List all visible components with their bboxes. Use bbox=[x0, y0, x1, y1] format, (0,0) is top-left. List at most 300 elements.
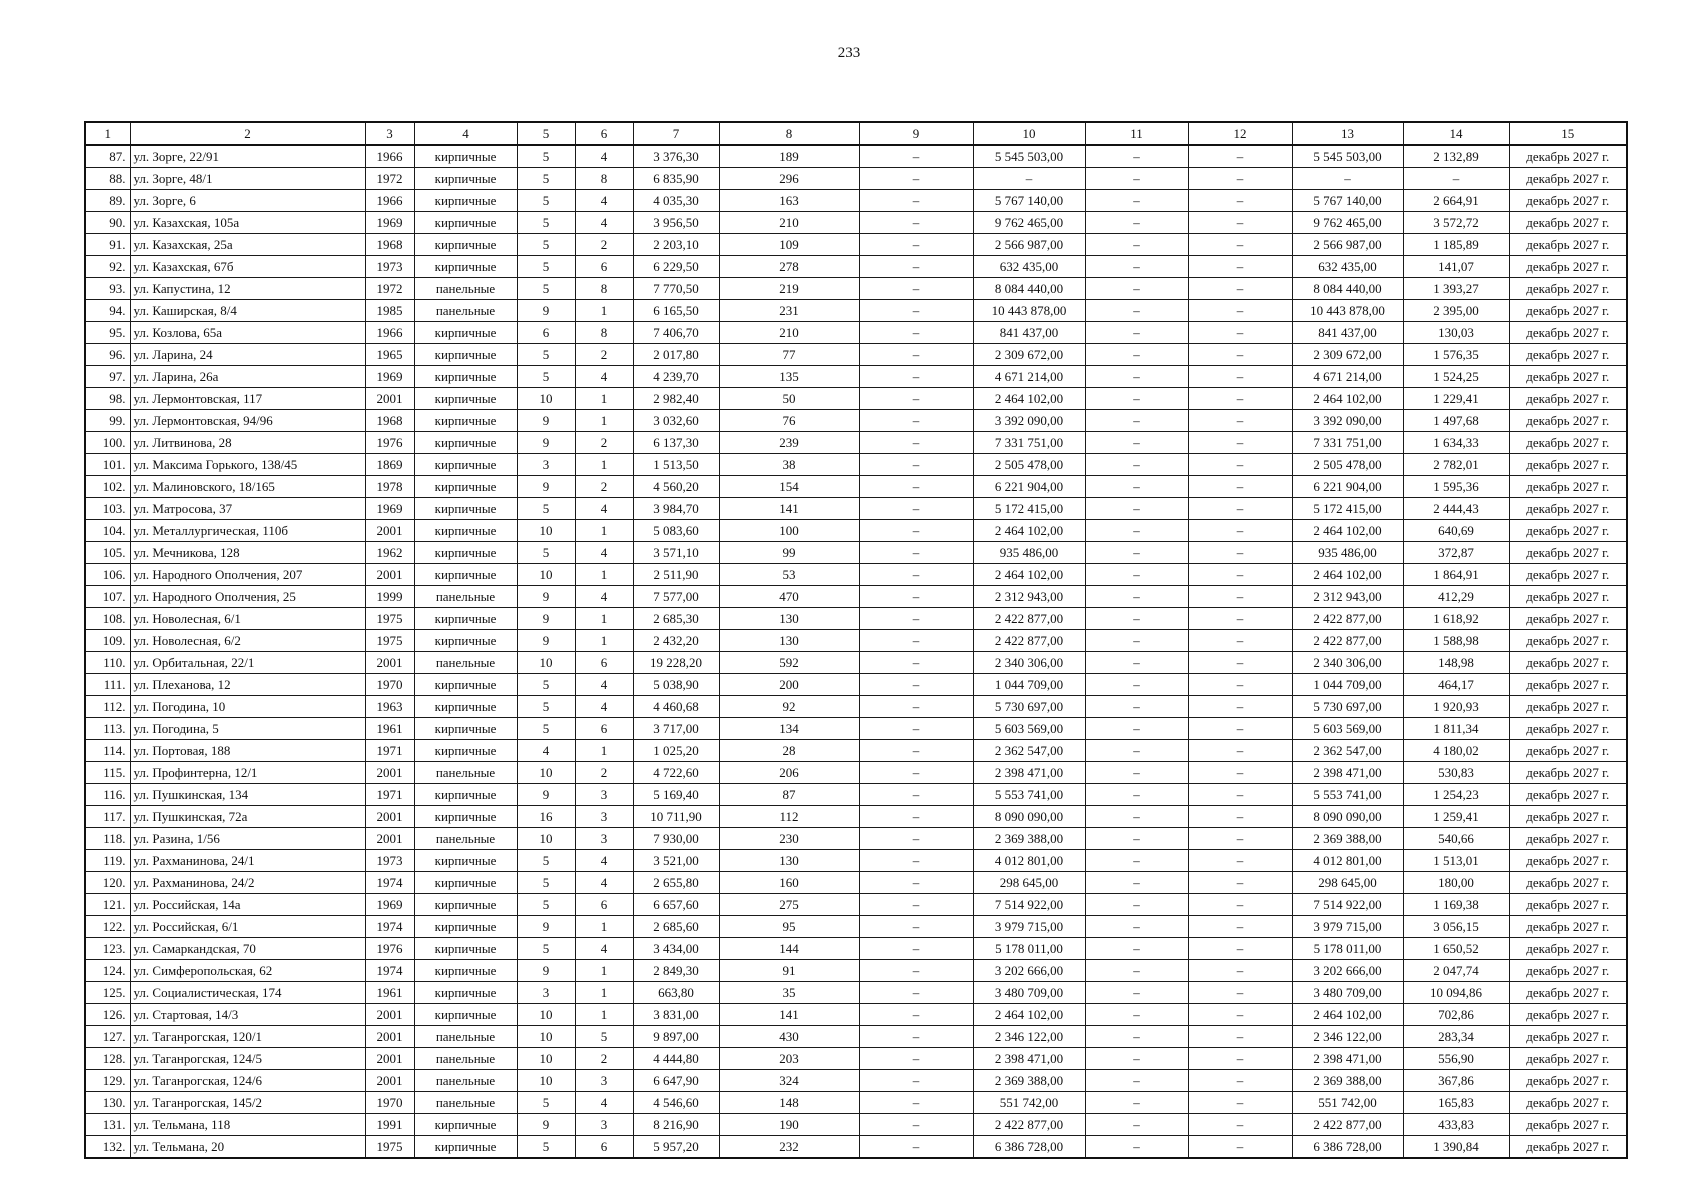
table-cell: 8 090 090,00 bbox=[973, 806, 1085, 828]
table-cell: 1 025,20 bbox=[633, 740, 719, 762]
table-cell: 2 203,10 bbox=[633, 234, 719, 256]
table-cell: 3 202 666,00 bbox=[973, 960, 1085, 982]
table-cell: 9 bbox=[517, 476, 575, 498]
table-cell: 2 395,00 bbox=[1403, 300, 1509, 322]
table-cell: 283,34 bbox=[1403, 1026, 1509, 1048]
table-cell: 4 bbox=[575, 212, 633, 234]
table-row bbox=[85, 630, 1627, 652]
table-cell: 632 435,00 bbox=[1292, 256, 1403, 278]
table-row bbox=[85, 498, 1627, 520]
table-cell: 99. bbox=[85, 410, 130, 432]
table-cell: – bbox=[1085, 1136, 1188, 1159]
table-cell: 3 571,10 bbox=[633, 542, 719, 564]
table-cell: – bbox=[1085, 300, 1188, 322]
table-cell: 470 bbox=[719, 586, 859, 608]
table-cell: 5 bbox=[517, 542, 575, 564]
table-cell: 3 984,70 bbox=[633, 498, 719, 520]
column-header: 7 bbox=[633, 122, 719, 145]
table-cell: 118. bbox=[85, 828, 130, 850]
table-row bbox=[85, 1026, 1627, 1048]
table-cell: 6 647,90 bbox=[633, 1070, 719, 1092]
table-cell: кирпичные bbox=[414, 498, 517, 520]
table-cell: 126. bbox=[85, 1004, 130, 1026]
table-cell: ул. Пушкинская, 134 bbox=[130, 784, 365, 806]
table-cell: 127. bbox=[85, 1026, 130, 1048]
table-cell: 10 bbox=[517, 520, 575, 542]
table-cell: – bbox=[1085, 1004, 1188, 1026]
table-cell: 134 bbox=[719, 718, 859, 740]
table-cell: 4 bbox=[575, 674, 633, 696]
table-cell: 6 229,50 bbox=[633, 256, 719, 278]
table-cell: 131. bbox=[85, 1114, 130, 1136]
table-cell: 9 bbox=[517, 916, 575, 938]
table-cell: 841 437,00 bbox=[1292, 322, 1403, 344]
table-cell: 1869 bbox=[365, 454, 414, 476]
table-cell: 1 576,35 bbox=[1403, 344, 1509, 366]
table-cell: 2 464 102,00 bbox=[973, 1004, 1085, 1026]
table-cell: 1 254,23 bbox=[1403, 784, 1509, 806]
column-header: 11 bbox=[1085, 122, 1188, 145]
table-cell: 2 bbox=[575, 432, 633, 454]
table-cell: 9 bbox=[517, 630, 575, 652]
table-cell: 4 444,80 bbox=[633, 1048, 719, 1070]
table-cell: кирпичные bbox=[414, 630, 517, 652]
table-cell: 2 464 102,00 bbox=[1292, 564, 1403, 586]
table-cell: 6 165,50 bbox=[633, 300, 719, 322]
header-row bbox=[85, 122, 1627, 145]
table-cell: 7 577,00 bbox=[633, 586, 719, 608]
table-cell: – bbox=[1188, 960, 1292, 982]
table-cell: 2001 bbox=[365, 564, 414, 586]
table-cell: 632 435,00 bbox=[973, 256, 1085, 278]
table-cell: 4 bbox=[575, 145, 633, 168]
table-row bbox=[85, 278, 1627, 300]
table-cell: 3 831,00 bbox=[633, 1004, 719, 1026]
table-cell: – bbox=[1188, 872, 1292, 894]
table-row bbox=[85, 762, 1627, 784]
table-cell: 109. bbox=[85, 630, 130, 652]
table-cell: – bbox=[1188, 278, 1292, 300]
table-cell: 2 bbox=[575, 762, 633, 784]
table-row bbox=[85, 872, 1627, 894]
table-cell: ул. Максима Горького, 138/45 bbox=[130, 454, 365, 476]
table-cell: 5 bbox=[517, 168, 575, 190]
table-cell: 1 390,84 bbox=[1403, 1136, 1509, 1159]
table-cell: – bbox=[1085, 718, 1188, 740]
table-cell: кирпичные bbox=[414, 740, 517, 762]
table-cell: кирпичные bbox=[414, 718, 517, 740]
table-cell: – bbox=[859, 674, 973, 696]
table-cell: 5 178 011,00 bbox=[1292, 938, 1403, 960]
table-cell: декабрь 2027 г. bbox=[1509, 630, 1627, 652]
table-cell: кирпичные bbox=[414, 322, 517, 344]
table-cell: 2001 bbox=[365, 1070, 414, 1092]
table-cell: – bbox=[1085, 762, 1188, 784]
table-cell: 5 038,90 bbox=[633, 674, 719, 696]
table-cell: – bbox=[1188, 498, 1292, 520]
table-cell: декабрь 2027 г. bbox=[1509, 476, 1627, 498]
table-cell: 2 505 478,00 bbox=[1292, 454, 1403, 476]
table-cell: 5 178 011,00 bbox=[973, 938, 1085, 960]
table-cell: – bbox=[1085, 960, 1188, 982]
table-row bbox=[85, 388, 1627, 410]
table-cell: 8 216,90 bbox=[633, 1114, 719, 1136]
table-cell: 160 bbox=[719, 872, 859, 894]
table-cell: 5 bbox=[517, 1136, 575, 1159]
table-cell: 841 437,00 bbox=[973, 322, 1085, 344]
table-cell: – bbox=[1188, 388, 1292, 410]
table-cell: кирпичные bbox=[414, 344, 517, 366]
table-row bbox=[85, 432, 1627, 454]
table-cell: 130 bbox=[719, 630, 859, 652]
table-cell: 9 bbox=[517, 608, 575, 630]
table-cell: декабрь 2027 г. bbox=[1509, 168, 1627, 190]
table-cell: 4 bbox=[575, 872, 633, 894]
table-cell: 89. bbox=[85, 190, 130, 212]
table-cell: кирпичные bbox=[414, 938, 517, 960]
table-cell: 1 044 709,00 bbox=[1292, 674, 1403, 696]
table-cell: декабрь 2027 г. bbox=[1509, 1092, 1627, 1114]
table-cell: 4 bbox=[575, 1092, 633, 1114]
table-cell: 2 505 478,00 bbox=[973, 454, 1085, 476]
table-cell: 10 bbox=[517, 564, 575, 586]
table-cell: декабрь 2027 г. bbox=[1509, 850, 1627, 872]
table-cell: 5 bbox=[517, 850, 575, 872]
table-row bbox=[85, 960, 1627, 982]
table-cell: 6 137,30 bbox=[633, 432, 719, 454]
table-cell: 1 bbox=[575, 740, 633, 762]
table-cell: панельные bbox=[414, 1026, 517, 1048]
table-cell: 87. bbox=[85, 145, 130, 168]
table-cell: – bbox=[1085, 256, 1188, 278]
table-row bbox=[85, 586, 1627, 608]
table-cell: – bbox=[859, 256, 973, 278]
table-cell: – bbox=[859, 652, 973, 674]
table-cell: 110. bbox=[85, 652, 130, 674]
table-cell: – bbox=[1188, 542, 1292, 564]
table-cell: 2 369 388,00 bbox=[973, 1070, 1085, 1092]
table-cell: 9 bbox=[517, 432, 575, 454]
table-cell: 278 bbox=[719, 256, 859, 278]
table-cell: 5 bbox=[517, 366, 575, 388]
table-cell: декабрь 2027 г. bbox=[1509, 718, 1627, 740]
table-cell: 3 979 715,00 bbox=[1292, 916, 1403, 938]
table-cell: 94. bbox=[85, 300, 130, 322]
table-cell: декабрь 2027 г. bbox=[1509, 410, 1627, 432]
table-cell: 1 bbox=[575, 410, 633, 432]
table-cell: панельные bbox=[414, 828, 517, 850]
table-cell: 6 bbox=[575, 894, 633, 916]
table-cell: – bbox=[1188, 300, 1292, 322]
table-cell: – bbox=[859, 828, 973, 850]
table-cell: – bbox=[1085, 278, 1188, 300]
table-cell: кирпичные bbox=[414, 366, 517, 388]
table-cell: – bbox=[859, 278, 973, 300]
table-cell: 3 bbox=[575, 828, 633, 850]
table-cell: – bbox=[859, 1114, 973, 1136]
table-cell: 5 bbox=[517, 212, 575, 234]
table-row bbox=[85, 1114, 1627, 1136]
table-cell: – bbox=[859, 476, 973, 498]
table-cell: 35 bbox=[719, 982, 859, 1004]
table-cell: декабрь 2027 г. bbox=[1509, 212, 1627, 234]
table-cell: 103. bbox=[85, 498, 130, 520]
table-cell: – bbox=[1085, 806, 1188, 828]
table-row bbox=[85, 564, 1627, 586]
table-cell: 1969 bbox=[365, 498, 414, 520]
table-cell: ул. Ларина, 26а bbox=[130, 366, 365, 388]
table-cell: – bbox=[859, 344, 973, 366]
table-cell: – bbox=[1085, 850, 1188, 872]
table-cell: 1 bbox=[575, 1004, 633, 1026]
table-cell: ул. Симферопольская, 62 bbox=[130, 960, 365, 982]
table-cell: кирпичные bbox=[414, 520, 517, 542]
table-cell: 206 bbox=[719, 762, 859, 784]
table-cell: 1961 bbox=[365, 718, 414, 740]
table-cell: 2 511,90 bbox=[633, 564, 719, 586]
table-cell: 1 497,68 bbox=[1403, 410, 1509, 432]
table-cell: декабрь 2027 г. bbox=[1509, 1136, 1627, 1159]
table-cell: – bbox=[859, 784, 973, 806]
table-cell: – bbox=[1188, 784, 1292, 806]
table-cell: декабрь 2027 г. bbox=[1509, 190, 1627, 212]
table-cell: панельные bbox=[414, 762, 517, 784]
table-cell: 1 bbox=[575, 608, 633, 630]
table-cell: – bbox=[1085, 168, 1188, 190]
table-cell: 10 bbox=[517, 828, 575, 850]
table-cell: 180,00 bbox=[1403, 872, 1509, 894]
table-cell: 99 bbox=[719, 542, 859, 564]
table-cell: декабрь 2027 г. bbox=[1509, 498, 1627, 520]
table-cell: – bbox=[1188, 718, 1292, 740]
table-cell: 123. bbox=[85, 938, 130, 960]
table-cell: 3 376,30 bbox=[633, 145, 719, 168]
table-row bbox=[85, 784, 1627, 806]
table-cell: кирпичные bbox=[414, 168, 517, 190]
table-cell: 132. bbox=[85, 1136, 130, 1159]
table-cell: 1972 bbox=[365, 278, 414, 300]
table-cell: – bbox=[1188, 322, 1292, 344]
table-cell: 6 bbox=[575, 718, 633, 740]
table-cell: 1985 bbox=[365, 300, 414, 322]
table-cell: – bbox=[859, 388, 973, 410]
table-cell: 2 422 877,00 bbox=[973, 630, 1085, 652]
table-cell: – bbox=[1085, 322, 1188, 344]
table-cell: 2 422 877,00 bbox=[1292, 608, 1403, 630]
table-cell: 4 035,30 bbox=[633, 190, 719, 212]
table-cell: 130 bbox=[719, 608, 859, 630]
table-cell: ул. Плеханова, 12 bbox=[130, 674, 365, 696]
table-cell: 2 664,91 bbox=[1403, 190, 1509, 212]
table-cell: 100 bbox=[719, 520, 859, 542]
column-header: 9 bbox=[859, 122, 973, 145]
column-header: 13 bbox=[1292, 122, 1403, 145]
table-cell: 275 bbox=[719, 894, 859, 916]
table-row bbox=[85, 740, 1627, 762]
table-cell: декабрь 2027 г. bbox=[1509, 1026, 1627, 1048]
table-cell: – bbox=[1085, 410, 1188, 432]
table-cell: 114. bbox=[85, 740, 130, 762]
table-cell: – bbox=[1085, 784, 1188, 806]
table-cell: 3 480 709,00 bbox=[973, 982, 1085, 1004]
table-cell: – bbox=[1188, 168, 1292, 190]
table-cell: 1 393,27 bbox=[1403, 278, 1509, 300]
table-cell: ул. Литвинова, 28 bbox=[130, 432, 365, 454]
table-cell: 3 480 709,00 bbox=[1292, 982, 1403, 1004]
table-cell: 19 228,20 bbox=[633, 652, 719, 674]
table-cell: 109 bbox=[719, 234, 859, 256]
table-cell: – bbox=[1085, 630, 1188, 652]
table-cell: 1968 bbox=[365, 234, 414, 256]
table-cell: – bbox=[1188, 190, 1292, 212]
table-cell: кирпичные bbox=[414, 145, 517, 168]
table-cell: 324 bbox=[719, 1070, 859, 1092]
table-cell: 1968 bbox=[365, 410, 414, 432]
table-cell: декабрь 2027 г. bbox=[1509, 145, 1627, 168]
table-cell: 2 bbox=[575, 344, 633, 366]
table-cell: 2 685,30 bbox=[633, 608, 719, 630]
table-cell: 117. bbox=[85, 806, 130, 828]
table-cell: – bbox=[1188, 454, 1292, 476]
table-cell: 1966 bbox=[365, 322, 414, 344]
table-cell: 116. bbox=[85, 784, 130, 806]
table-cell: 112 bbox=[719, 806, 859, 828]
table-cell: – bbox=[859, 145, 973, 168]
table-cell: 2 340 306,00 bbox=[1292, 652, 1403, 674]
table-cell: ул. Таганрогская, 145/2 bbox=[130, 1092, 365, 1114]
table-cell: – bbox=[1085, 388, 1188, 410]
table-cell: – bbox=[1085, 145, 1188, 168]
table-cell: 148,98 bbox=[1403, 652, 1509, 674]
table-cell: 5 bbox=[517, 145, 575, 168]
table-cell: – bbox=[1085, 608, 1188, 630]
table-cell: ул. Каширская, 8/4 bbox=[130, 300, 365, 322]
table-row bbox=[85, 322, 1627, 344]
table-cell: 93. bbox=[85, 278, 130, 300]
table-cell: 163 bbox=[719, 190, 859, 212]
table-cell: ул. Тельмана, 20 bbox=[130, 1136, 365, 1159]
table-cell: – bbox=[859, 1136, 973, 1159]
table-cell: ул. Самаркандская, 70 bbox=[130, 938, 365, 960]
table-cell: декабрь 2027 г. bbox=[1509, 564, 1627, 586]
table-cell: 2001 bbox=[365, 652, 414, 674]
table-cell: декабрь 2027 г. bbox=[1509, 234, 1627, 256]
table-cell: ул. Орбитальная, 22/1 bbox=[130, 652, 365, 674]
table-row bbox=[85, 1136, 1627, 1159]
table-cell: 148 bbox=[719, 1092, 859, 1114]
table-cell: – bbox=[859, 366, 973, 388]
table-cell: 372,87 bbox=[1403, 542, 1509, 564]
table-cell: декабрь 2027 г. bbox=[1509, 1114, 1627, 1136]
table-cell: 640,69 bbox=[1403, 520, 1509, 542]
table-cell: – bbox=[859, 718, 973, 740]
table-cell: 120. bbox=[85, 872, 130, 894]
table-cell: 5 603 569,00 bbox=[1292, 718, 1403, 740]
table-cell: декабрь 2027 г. bbox=[1509, 366, 1627, 388]
column-header: 12 bbox=[1188, 122, 1292, 145]
table-cell: 2 369 388,00 bbox=[1292, 828, 1403, 850]
column-header: 15 bbox=[1509, 122, 1627, 145]
table-cell: декабрь 2027 г. bbox=[1509, 784, 1627, 806]
table-cell: – bbox=[1085, 674, 1188, 696]
table-cell: кирпичные bbox=[414, 608, 517, 630]
table-cell: – bbox=[1085, 982, 1188, 1004]
table-cell: – bbox=[1085, 740, 1188, 762]
table-cell: 1966 bbox=[365, 145, 414, 168]
table-cell: – bbox=[1188, 850, 1292, 872]
table-cell: 530,83 bbox=[1403, 762, 1509, 784]
table-cell: 2 047,74 bbox=[1403, 960, 1509, 982]
table-cell: – bbox=[859, 960, 973, 982]
table-cell: ул. Ларина, 24 bbox=[130, 344, 365, 366]
table-cell: 2001 bbox=[365, 1048, 414, 1070]
table-cell: – bbox=[1085, 1092, 1188, 1114]
table-cell: 165,83 bbox=[1403, 1092, 1509, 1114]
table-cell: кирпичные bbox=[414, 872, 517, 894]
table-cell: 551 742,00 bbox=[973, 1092, 1085, 1114]
table-cell: 1970 bbox=[365, 1092, 414, 1114]
table-cell: – bbox=[859, 1026, 973, 1048]
table-cell: 9 bbox=[517, 300, 575, 322]
table-cell: 3 202 666,00 bbox=[1292, 960, 1403, 982]
table-cell: 1973 bbox=[365, 850, 414, 872]
table-row bbox=[85, 454, 1627, 476]
table-cell: 9 762 465,00 bbox=[1292, 212, 1403, 234]
table-cell: 1 bbox=[575, 520, 633, 542]
table-cell: 1991 bbox=[365, 1114, 414, 1136]
table-cell: ул. Стартовая, 14/3 bbox=[130, 1004, 365, 1026]
table-cell: 2 369 388,00 bbox=[1292, 1070, 1403, 1092]
table-cell: – bbox=[859, 586, 973, 608]
table-cell: 3 392 090,00 bbox=[973, 410, 1085, 432]
housing-registry-table bbox=[84, 121, 1628, 1159]
table-row bbox=[85, 718, 1627, 740]
table-cell: 2 464 102,00 bbox=[1292, 520, 1403, 542]
table-cell: – bbox=[1188, 586, 1292, 608]
table-cell: 1 524,25 bbox=[1403, 366, 1509, 388]
table-cell: 76 bbox=[719, 410, 859, 432]
table-cell: 4 180,02 bbox=[1403, 740, 1509, 762]
table-cell: 4 671 214,00 bbox=[1292, 366, 1403, 388]
table-cell: 5 bbox=[575, 1026, 633, 1048]
table-body bbox=[85, 145, 1627, 1158]
table-cell: 1 650,52 bbox=[1403, 938, 1509, 960]
table-cell: 1 185,89 bbox=[1403, 234, 1509, 256]
table-cell: 2 464 102,00 bbox=[973, 388, 1085, 410]
table-cell: 2 464 102,00 bbox=[973, 564, 1085, 586]
table-cell: 3 956,50 bbox=[633, 212, 719, 234]
table-cell: 1974 bbox=[365, 916, 414, 938]
table-cell: 232 bbox=[719, 1136, 859, 1159]
table-cell: 2 362 547,00 bbox=[1292, 740, 1403, 762]
column-header: 5 bbox=[517, 122, 575, 145]
table-cell: 122. bbox=[85, 916, 130, 938]
table-cell: – bbox=[1188, 1048, 1292, 1070]
table-cell: 1970 bbox=[365, 674, 414, 696]
table-cell: кирпичные bbox=[414, 1004, 517, 1026]
table-cell: – bbox=[1085, 498, 1188, 520]
table-cell: – bbox=[1085, 586, 1188, 608]
table-cell: 298 645,00 bbox=[973, 872, 1085, 894]
table-cell: 7 930,00 bbox=[633, 828, 719, 850]
table-cell: 1 bbox=[575, 564, 633, 586]
table-cell: 1 634,33 bbox=[1403, 432, 1509, 454]
table-cell: ул. Народного Ополчения, 25 bbox=[130, 586, 365, 608]
table-cell: 4 671 214,00 bbox=[973, 366, 1085, 388]
table-cell: декабрь 2027 г. bbox=[1509, 938, 1627, 960]
table-cell: 10 bbox=[517, 1048, 575, 1070]
table-cell: 119. bbox=[85, 850, 130, 872]
